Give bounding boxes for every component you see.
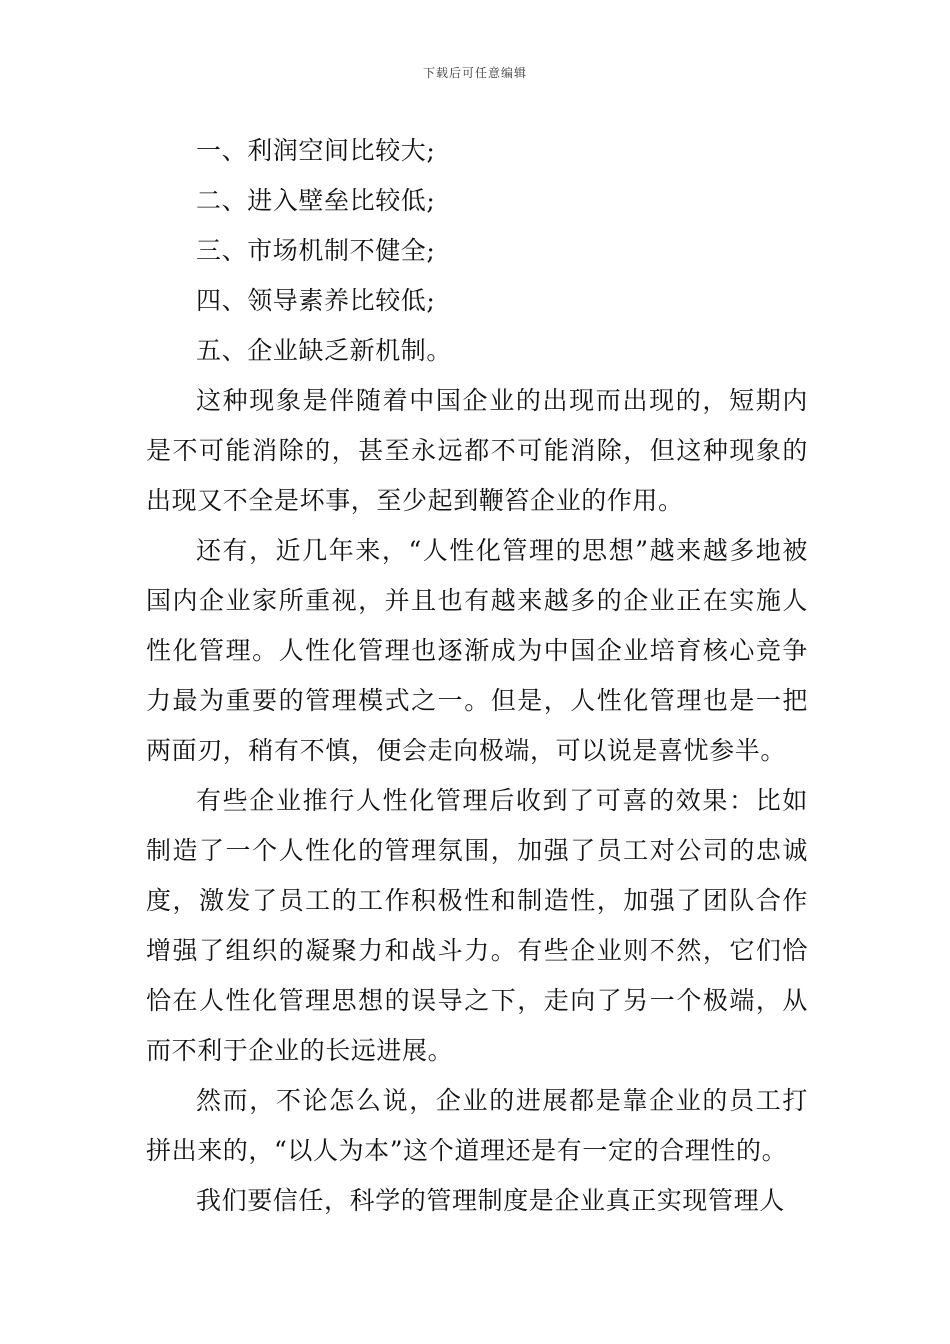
document-body [146, 126, 808, 1226]
list-item: 四、领导素养比较低; [196, 286, 436, 315]
paragraph: 然而，不论怎么说，企业的进展都是靠企业的员工打拼出来的，“以人为本”这个道理还是有一定的合理性的。 [146, 1086, 808, 1165]
list-item: 一、利润空间比较大; [196, 136, 436, 165]
page-header-note: 下载后可任意编辑 [422, 66, 527, 80]
list-item: 五、企业缺乏新机制。 [196, 336, 453, 365]
paragraph: 这种现象是伴随着中国企业的出现而出现的，短期内是不可能消除的，甚至永远都不可能消除，但这种现象的出现又不全是坏事，至少起到鞭笞企业的作用。 [146, 386, 808, 515]
paragraph: 我们要信任，科学的管理制度是企业真正实现管理人 [196, 1186, 785, 1215]
paragraph: 还有，近几年来，“人性化管理的思想”越来越多地被国内企业家所重视，并且也有越来越多的企业正在实施人性化管理。人性化管理也逐渐成为中国企业培育核心竞争力最为重要的管理模式之一。但是，人性化管理也是一把两面刃，稍有不慎，便会走向极端，可以说是喜忧参半。 [146, 536, 808, 765]
paragraph: 有些企业推行人性化管理后收到了可喜的效果：比如制造了一个人性化的管理氛围，加强了员工对公司的忠诚度，激发了员工的工作积极性和制造性，加强了团队合作增强了组织的凝聚力和战斗力。有些企业则不然，它们恰恰在人性化管理思想的误导之下，走向了另一个极端，从而不利于企业的长远进展。 [146, 786, 808, 1065]
list-item: 二、进入壁垒比较低; [196, 186, 436, 215]
list-item: 三、市场机制不健全; [196, 236, 436, 265]
